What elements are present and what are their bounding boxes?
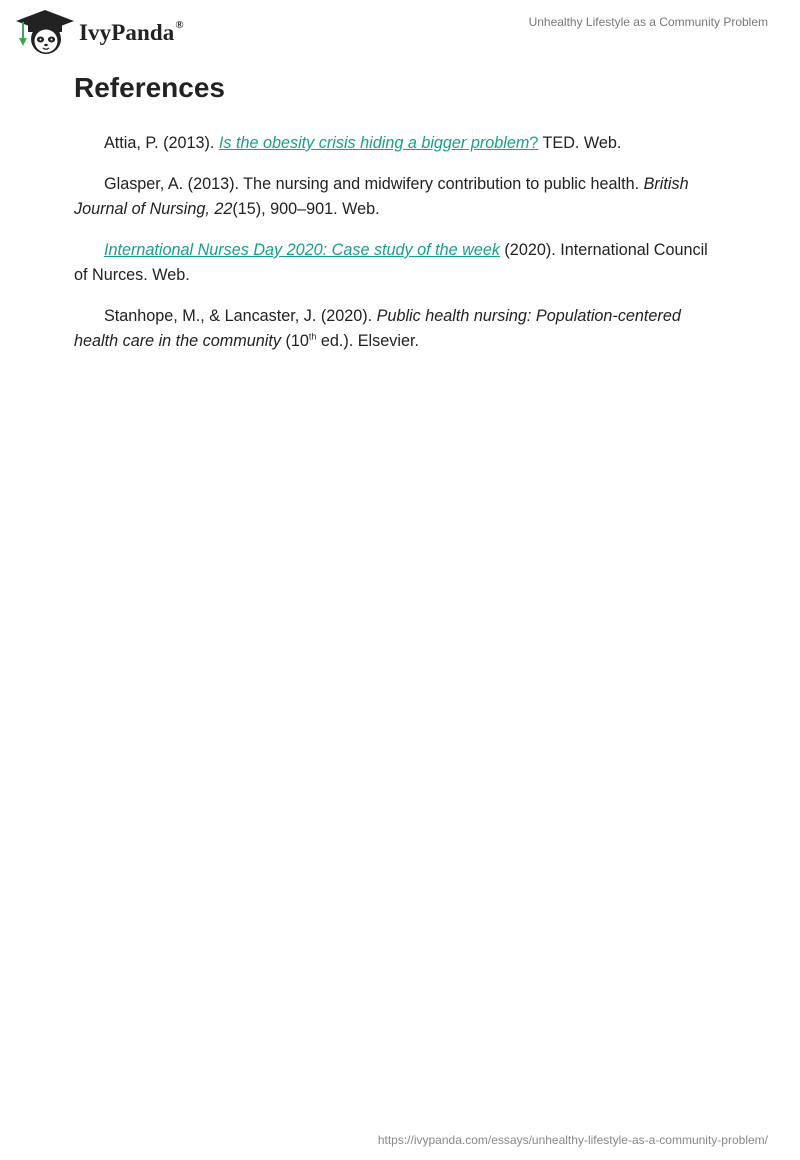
reference-list [74, 131, 724, 370]
reference-item: Stanhope, M., & Lancaster, J. (2020). Public health nursing: Population-centered health care in the community (10th ed.). Elsevier. [74, 307, 681, 350]
page-heading: References [74, 72, 225, 103]
reference-item: International Nurses Day 2020: Case study of the week (2020). International Council of Nurces. Web. [74, 241, 708, 284]
reference-link[interactable]: International Nurses Day 2020: Case study of the week [104, 241, 500, 259]
reference-item: Attia, P. (2013). Is the obesity crisis hiding a bigger problem? TED. Web. [104, 134, 622, 152]
panda-graduate-icon [14, 8, 76, 56]
brand-logo[interactable] [14, 8, 184, 56]
document-title: Unhealthy Lifestyle as a Community Problem [528, 15, 768, 29]
brand-name: IvyPanda® [79, 19, 184, 45]
reference-link[interactable]: Is the obesity crisis hiding a bigger problem? [218, 134, 539, 152]
footer-source-url[interactable]: https://ivypanda.com/essays/unhealthy-lifestyle-as-a-community-problem/ [377, 1133, 768, 1147]
reference-item: Glasper, A. (2013). The nursing and midwifery contribution to public health. British Journal of Nursing, 22(15), 900–901. Web. [74, 175, 689, 218]
